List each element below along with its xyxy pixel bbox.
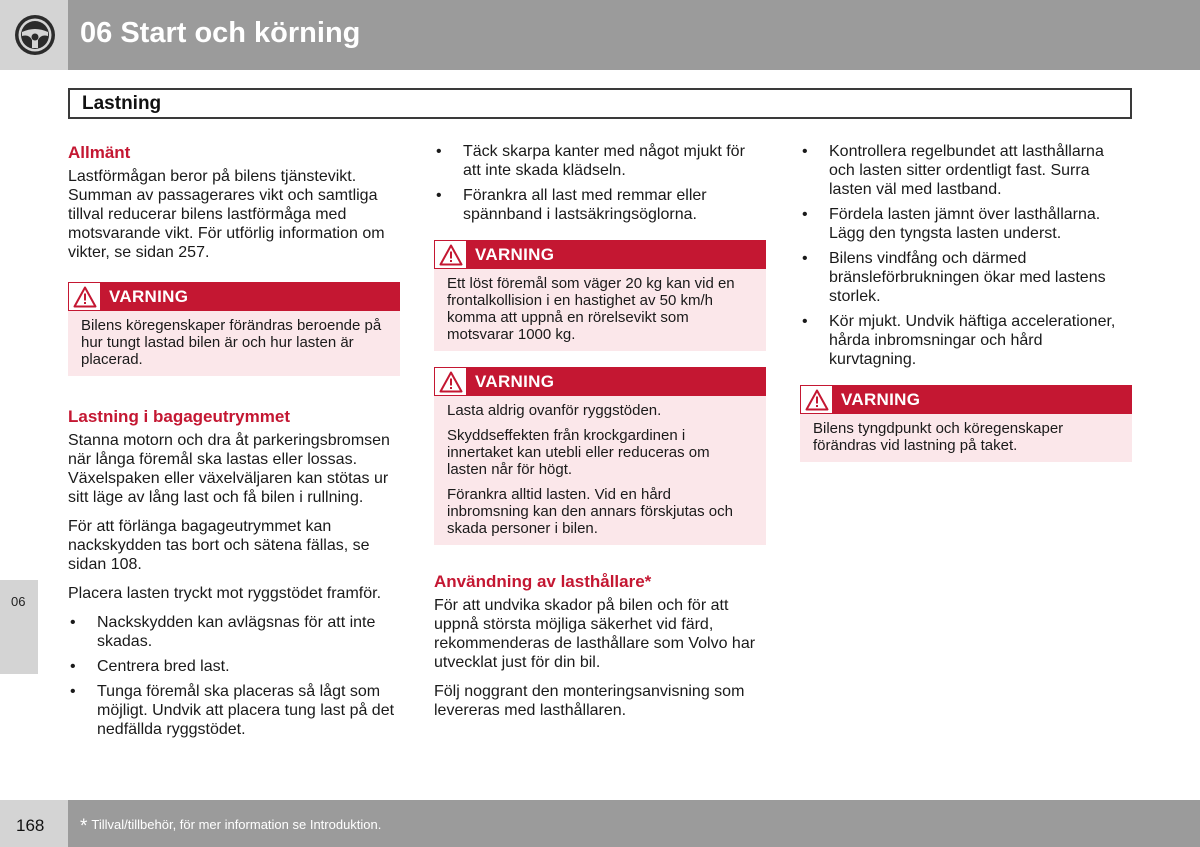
list-item (800, 142, 1132, 199)
section-title: Lastning (82, 93, 162, 114)
warning-text: Skyddseffekten från krockgardinen i innertaket kan utebli eller reduceras om lasten når för högt. (447, 427, 710, 478)
heading-lastning-bagage: Lastning i bagageutrymmet (68, 407, 290, 426)
list-item-text: Fördela lasten jämnt över lasthållarna. Lägg den tyngsta lasten underst. (829, 206, 1101, 242)
list-item (800, 312, 1132, 369)
footer-page-box (0, 800, 68, 847)
footer-bar (68, 800, 1200, 847)
warning-text: Bilens tyngdpunkt och köregenskaper förändras vid lastning på taket. (813, 420, 1064, 454)
footnote-star: * (80, 816, 88, 837)
heading-lasthallare: Användning av lasthållare* (434, 572, 652, 591)
bullet-list (800, 142, 1132, 369)
warning-triangle-icon (439, 244, 463, 266)
warning-text: Lasta aldrig ovanför ryggstöden. (447, 402, 662, 419)
list-item (800, 249, 1132, 306)
heading-allmant: Allmänt (68, 143, 131, 162)
bullet-glyph: • (802, 143, 808, 160)
warning-header (800, 385, 1132, 414)
warning-box (434, 367, 766, 545)
list-item-text: Centrera bred last. (97, 658, 230, 675)
warning-triangle-icon (73, 286, 97, 308)
warning-label: VARNING (109, 287, 189, 306)
column-1 (68, 142, 400, 749)
paragraph: Lastförmågan beror på bilens tjänstevikt. Summan av passagerares vikt och samtliga tillval reducerar bilens lastförmåga med motsvarande vikt. För utförlig information om vikter, se sidan 257. (68, 168, 385, 261)
bullet-glyph: • (70, 683, 76, 700)
warning-text: Förankra alltid lasten. Vid en hård inbromsning kan den annars förskjutas och skada personer i bilen. (447, 486, 733, 537)
warning-text: Bilens köregenskaper förändras beroende på hur tungt lastad bilen är och hur lasten är placerad. (81, 317, 382, 368)
paragraph: Följ noggrant den monteringsanvisning som levereras med lasthållaren. (434, 683, 745, 719)
list-item-text: Förankra all last med remmar eller spännband i lastsäkringsöglorna. (463, 187, 707, 223)
warning-icon-box (434, 367, 467, 396)
list-item-text: Nackskydden kan avlägsnas för att inte skadas. (97, 614, 376, 650)
warning-box (68, 282, 400, 376)
bullet-list (434, 142, 766, 224)
warning-body (800, 414, 1132, 462)
bullet-glyph: • (70, 658, 76, 675)
chapter-title: 06 Start och körning (80, 17, 361, 49)
warning-triangle-icon (805, 389, 829, 411)
bullet-glyph: • (802, 206, 808, 223)
warning-box (800, 385, 1132, 462)
list-item (434, 142, 766, 180)
warning-text: Ett löst föremål som väger 20 kg kan vid en frontalkollision i en hastighet av 50 km/h komma att uppnå en rörelsevikt som motsvarar 1000 kg. (447, 275, 735, 343)
left-margin (0, 70, 68, 800)
bullet-glyph: • (70, 614, 76, 631)
warning-icon-box (800, 385, 833, 414)
warning-icon-box (68, 282, 101, 311)
warning-triangle-icon (439, 371, 463, 393)
bullet-glyph: • (802, 313, 808, 330)
warning-body (434, 396, 766, 545)
bullet-glyph: • (802, 250, 808, 267)
chapter-header (0, 0, 1200, 70)
steering-wheel-icon (13, 13, 57, 57)
warning-label: VARNING (475, 245, 555, 264)
footnote (80, 816, 381, 838)
warning-body (434, 269, 766, 351)
list-item-text: Kontrollera regelbundet att lasthållarna och lasten sitter ordentligt fast. Surra lasten väl med lastband. (829, 143, 1104, 198)
warning-header (434, 367, 766, 396)
list-item (800, 205, 1132, 243)
page-number: 168 (16, 816, 45, 835)
list-item (68, 613, 400, 651)
warning-header (434, 240, 766, 269)
footnote-text: Tillval/tillbehör, för mer information se Introduktion. (91, 817, 382, 832)
paragraph: Stanna motorn och dra åt parkeringsbromsen när långa föremål ska lastas eller lossas. Växelspaken eller växelväljaren kan stötas ur sitt läge av lång last och få bilen i rullning. (68, 432, 390, 506)
section-title-bar (68, 88, 1132, 119)
paragraph: Placera lasten tryckt mot ryggstödet framför. (68, 585, 382, 602)
bullet-list (68, 613, 400, 739)
warning-label: VARNING (841, 390, 921, 409)
list-item-text: Täck skarpa kanter med något mjukt för att inte skada klädseln. (463, 143, 745, 179)
warning-label: VARNING (475, 372, 555, 391)
warning-icon-box (434, 240, 467, 269)
list-item (68, 682, 400, 739)
column-3 (800, 142, 1132, 478)
bullet-glyph: • (436, 143, 442, 160)
chapter-icon-box (0, 0, 68, 70)
bullet-glyph: • (436, 187, 442, 204)
paragraph: För att undvika skador på bilen och för att uppnå största möjliga säkerhet vid färd, rekommenderas de lasthållare som Volvo har utvecklat just för din bil. (434, 597, 756, 671)
column-2 (434, 142, 766, 730)
paragraph: För att förlänga bagageutrymmet kan nackskydden tas bort och sätena fällas, se sidan 108. (68, 518, 370, 573)
chapter-tab-label: 06 (11, 594, 26, 609)
list-item-text: Tunga föremål ska placeras så lågt som möjligt. Undvik att placera tung last på det nedfällda ryggstödet. (97, 683, 395, 738)
list-item (434, 186, 766, 224)
list-item-text: Kör mjukt. Undvik häftiga accelerationer, hårda inbromsningar och hård kurvtagning. (829, 313, 1116, 368)
warning-header (68, 282, 400, 311)
warning-body (68, 311, 400, 376)
list-item (68, 657, 400, 676)
list-item-text: Bilens vindfång och därmed bränsleförbrukningen ökar med lastens storlek. (829, 250, 1106, 305)
chapter-tab (0, 580, 38, 674)
page-footer (0, 800, 1200, 847)
warning-box (434, 240, 766, 351)
